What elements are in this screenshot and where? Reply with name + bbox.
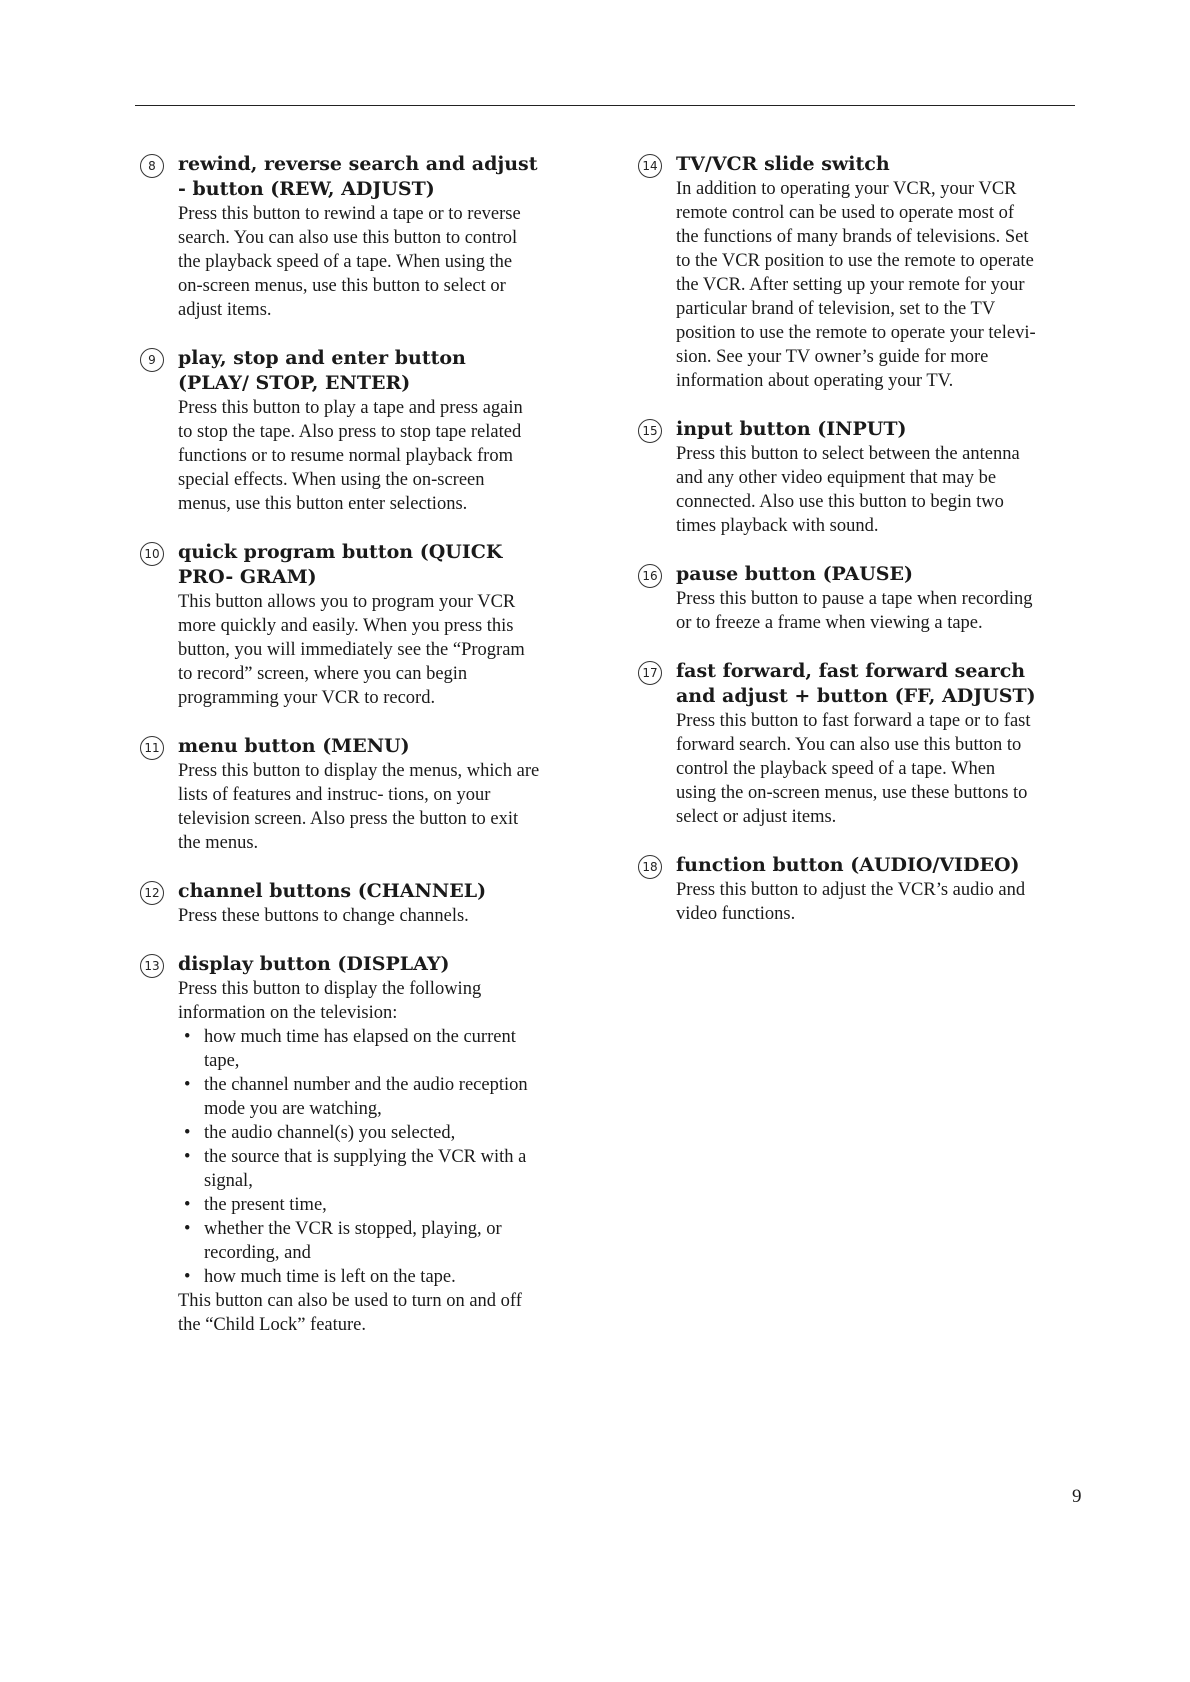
entry-menu-button [140, 734, 540, 855]
bullet-item: • the source that is supplying the VCR with a signal, [178, 1145, 540, 1193]
entry-title: TV/VCR slide switch [676, 153, 890, 175]
bullet-item: • the present time, [178, 1193, 540, 1217]
callout-number: 15 [638, 419, 662, 443]
display-info-list [178, 1025, 540, 1289]
bullet-item: • the channel number and the audio reception mode you are watching, [178, 1073, 540, 1121]
right-column [638, 152, 1038, 950]
callout-number: 9 [140, 348, 164, 372]
entry-description: Press this button to display the menus, which are lists of features and instruc- tions, on your television screen. Also press the button to exit the menus. [178, 761, 540, 853]
entry-outro: This button can also be used to turn on and off the “Child Lock” feature. [178, 1291, 522, 1335]
entry-description: Press this button to fast forward a tape or to fast forward search. You can also use this button to control the playback speed of a tape. When using the on-screen menus, use these buttons to select or adjust items. [676, 711, 1031, 827]
entry-display-button [140, 952, 540, 1337]
callout-number: 8 [140, 154, 164, 178]
header-rule [135, 105, 1075, 106]
entry-fast-forward-button [638, 659, 1038, 829]
page-number: 9 [1072, 1486, 1082, 1507]
callout-number: 14 [638, 154, 662, 178]
entry-title: play, stop and enter button (PLAY/ STOP, ENTER) [178, 347, 466, 394]
entry-pause-button [638, 562, 1038, 635]
entry-title: rewind, reverse search and adjust - button (REW, ADJUST) [178, 153, 538, 200]
entry-description: Press this button to pause a tape when recording or to freeze a frame when viewing a tape. [676, 589, 1033, 633]
entry-description: Press this button to select between the antenna and any other video equipment that may be connected. Also use this button to begin two times playback with sound. [676, 444, 1020, 536]
entry-description: Press this button to play a tape and press again to stop the tape. Also press to stop tape related functions or to resume normal playback from special effects. When using the on-screen menus, use this button enter selections. [178, 398, 523, 514]
entry-tv-vcr-slide-switch [638, 152, 1038, 393]
entry-title: menu button (MENU) [178, 735, 410, 757]
entry-channel-buttons [140, 879, 540, 928]
entry-description: This button allows you to program your VCR more quickly and easily. When you press this button, you will immediately see the “Program to record” screen, where you can begin programming your VCR to record. [178, 592, 525, 708]
entry-rewind-button [140, 152, 540, 322]
callout-number: 17 [638, 661, 662, 685]
callout-number: 10 [140, 542, 164, 566]
bullet-item: • how much time is left on the tape. [178, 1265, 540, 1289]
entry-title: input button (INPUT) [676, 418, 907, 440]
entry-input-button [638, 417, 1038, 538]
entry-description: Press this button to rewind a tape or to reverse search. You can also use this button to control the playback speed of a tape. When using the on-screen menus, use this button to select or adjust items. [178, 204, 521, 320]
entry-description: In addition to operating your VCR, your VCR remote control can be used to operate most of the functions of many brands of televisions. Set to the VCR position to use the remote to operate the VCR. After setting up your remote for your particular brand of television, set to the TV position to use the remote to operate your televi- sion. See your TV owner’s guide for more information about operating your TV. [676, 179, 1036, 391]
callout-number: 16 [638, 564, 662, 588]
bullet-item: • the audio channel(s) you selected, [178, 1121, 540, 1145]
entry-title: pause button (PAUSE) [676, 563, 913, 585]
entry-description: Press this button to adjust the VCR’s audio and video functions. [676, 880, 1026, 924]
bullet-item: • whether the VCR is stopped, playing, or recording, and [178, 1217, 540, 1265]
entry-play-stop-enter-button [140, 346, 540, 516]
bullet-item: • how much time has elapsed on the current tape, [178, 1025, 540, 1073]
entry-title: function button (AUDIO/VIDEO) [676, 854, 1020, 876]
entry-intro: Press this button to display the following information on the television: [178, 979, 482, 1023]
callout-number: 13 [140, 954, 164, 978]
entry-title: fast forward, fast forward search and adjust + button (FF, ADJUST) [676, 660, 1036, 707]
entry-quick-program-button [140, 540, 540, 710]
callout-number: 11 [140, 736, 164, 760]
entry-function-button [638, 853, 1038, 926]
callout-number: 12 [140, 881, 164, 905]
entry-title: quick program button (QUICK PRO- GRAM) [178, 541, 503, 588]
entry-title: channel buttons (CHANNEL) [178, 880, 487, 902]
left-column [140, 152, 540, 1361]
callout-number: 18 [638, 855, 662, 879]
entry-title: display button (DISPLAY) [178, 953, 450, 975]
entry-description: Press these buttons to change channels. [178, 906, 469, 926]
